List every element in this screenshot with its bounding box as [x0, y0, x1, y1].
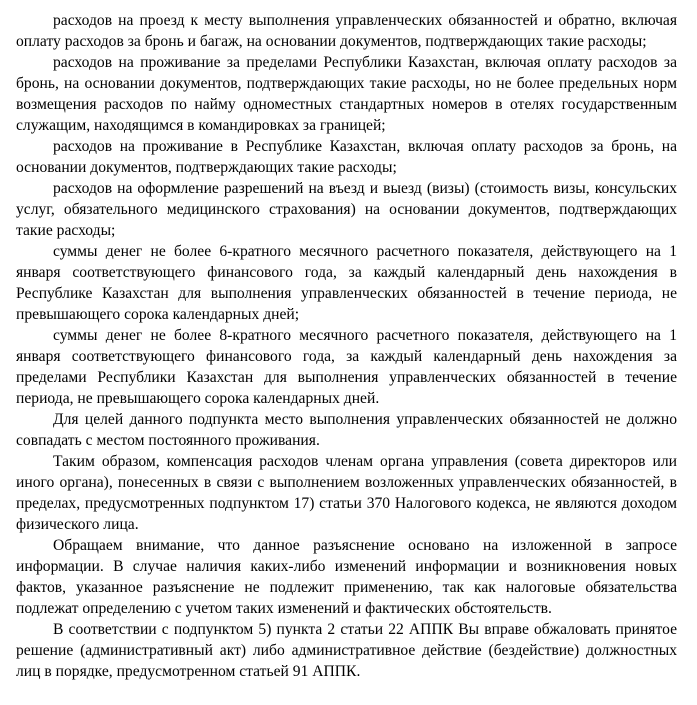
paragraph-accommodation-kazakhstan: расходов на проживание в Республике Казахстан, включая оплату расходов за бронь, на основании документов, подтверждающих такие расходы; [16, 138, 677, 176]
paragraph-place-of-duty: Для целей данного подпункта место выполнения управленческих обязанностей не должно совпадать с местом постоянного проживания. [16, 411, 677, 449]
paragraph-notice: Обращаем внимание, что данное разъяснение основано на изложенной в запросе информации. В случае наличия каких-либо изменений информации и возникновения новых фактов, указанное разъяснение не подлежит применению, так как налоговые обязательства подлежат определению с учетом таких изменений и фактических обстоятельств. [16, 537, 677, 617]
paragraph-conclusion: Таким образом, компенсация расходов членам органа управления (совета директоров или иного органа), понесенных в связи с выполнением возложенных управленческих обязанностей, в пределах, предусмотренных подпунктом 17) статьи 370 Налогового кодекса, не являются доходом физического лица. [16, 453, 677, 533]
document-page [16, 10, 677, 682]
paragraph-accommodation-abroad: расходов на проживание за пределами Республики Казахстан, включая оплату расходов за бронь, на основании документов, подтверждающих такие расходы, но не более предельных норм возмещения расходов по найму одноместных стандартных номеров в отелях государственным служащим, находящимся в командировках за границей; [16, 54, 677, 134]
paragraph-travel-expenses: расходов на проезд к месту выполнения управленческих обязанностей и обратно, включая оплату расходов за бронь и багаж, на основании документов, подтверждающих такие расходы; [16, 12, 677, 50]
paragraph-appeal-rights: В соответствии с подпунктом 5) пункта 2 статьи 22 АППК Вы вправе обжаловать принятое решение (административный акт) либо административное действие (бездействие) должностных лиц в порядке, предусмотренном статьей 91 АППК. [16, 621, 677, 680]
paragraph-daily-allowance-abroad: суммы денег не более 8-кратного месячного расчетного показателя, действующего на 1 января соответствующего финансового года, за каждый календарный день нахождения за пределами Республики Казахстан для выполнения управленческих обязанностей в течение периода, не превышающего сорока календарных дней. [16, 327, 677, 407]
paragraph-visa-expenses: расходов на оформление разрешений на въезд и выезд (визы) (стоимость визы, консульских услуг, обязательного медицинского страхования) на основании документов, подтверждающих такие расходы; [16, 180, 677, 239]
paragraph-daily-allowance-domestic: суммы денег не более 6-кратного месячного расчетного показателя, действующего на 1 января соответствующего финансового года, за каждый календарный день нахождения в Республике Казахстан для выполнения управленческих обязанностей в течение периода, не превышающего сорока календарных дней; [16, 243, 677, 323]
